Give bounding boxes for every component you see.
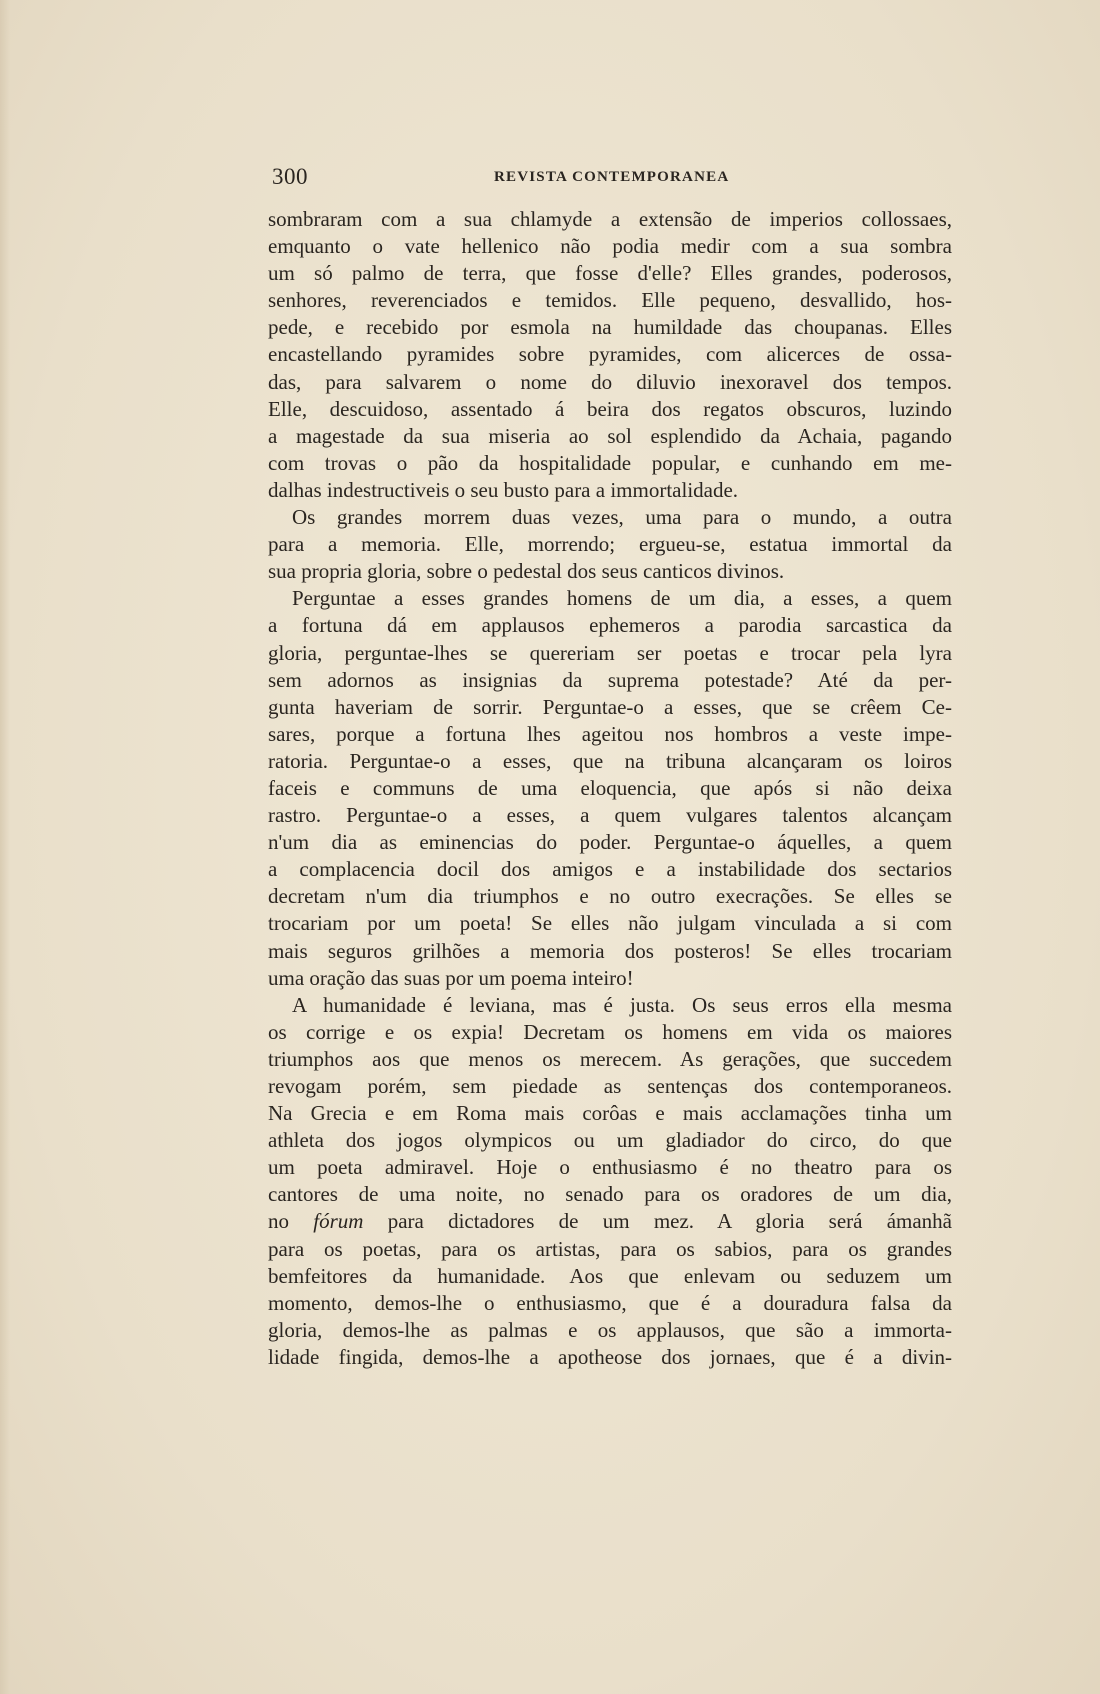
text-line: os corrige e os expia! Decretam os homens em vida os maiores xyxy=(268,1019,952,1044)
text-line: um poeta admiravel. Hoje o enthusiasmo é no theatro para os xyxy=(268,1155,952,1180)
text-line: bemfeitores da humanidade. Aos que enlevam ou seduzem um xyxy=(268,1263,952,1288)
paragraph-end-line: sua propria gloria, sobre o pedestal dos seus canticos divinos. xyxy=(268,559,785,584)
text-line: rastro. Perguntae-o a esses, a quem vulgares talentos alcançam xyxy=(268,803,952,828)
text-line: gloria, perguntae-lhes se quereriam ser poetas e trocar pela lyra xyxy=(268,640,952,665)
text-line: decretam n'um dia triumphos e no outro execrações. Se elles se xyxy=(268,884,952,909)
text-line: trocariam por um poeta! Se elles não julgam vinculada a si com xyxy=(268,911,952,936)
journal-title: REVISTA CONTEMPORANEA xyxy=(494,169,730,185)
text-line: sares, porque a fortuna lhes ageitou nos hombros a veste impe- xyxy=(268,721,952,746)
text-line: para os poetas, para os artistas, para os sabios, para os grandes xyxy=(268,1236,952,1261)
text-line: pede, e recebido por esmola na humildade das choupanas. Elles xyxy=(268,315,952,340)
text-line: senhores, reverenciados e temidos. Elle pequeno, desvallido, hos- xyxy=(268,288,952,313)
text-line: momento, demos-lhe o enthusiasmo, que é a douradura falsa da xyxy=(268,1290,952,1315)
page-number: 300 xyxy=(272,164,308,189)
running-head xyxy=(268,164,948,190)
body-text xyxy=(268,206,952,1371)
text-line: um só palmo de terra, que fosse d'elle? Elles grandes, poderosos, xyxy=(268,261,952,286)
text-line: sombraram com a sua chlamyde a extensão de imperios collossaes, xyxy=(268,207,952,231)
paragraph-end-line: uma oração das suas por um poema inteiro! xyxy=(268,965,634,990)
text-line: emquanto o vate hellenico não podia medir com a sua sombra xyxy=(268,234,952,259)
paragraph-end-line: dalhas indestructiveis o seu busto para a immortalidade. xyxy=(268,477,739,502)
text-line: gloria, demos-lhe as palmas e os applausos, que são a immorta- xyxy=(268,1317,952,1342)
text-line: das, para salvarem o nome do diluvio inexoravel dos tempos. xyxy=(268,369,952,394)
text-line: a magestade da sua miseria ao sol esplendido da Achaia, pagando xyxy=(268,423,952,448)
text-line: Na Grecia e em Roma mais corôas e mais acclamações tinha um xyxy=(268,1101,952,1126)
paragraph-start-line: Perguntae a esses grandes homens de um dia, a esses, a quem xyxy=(292,586,952,611)
text-line: lidade fingida, demos-lhe a apotheose dos jornaes, que é a divin- xyxy=(268,1344,952,1369)
text-line: Elle, descuidoso, assentado á beira dos regatos obscuros, luzindo xyxy=(268,396,952,421)
italic-word: fórum xyxy=(313,1209,364,1234)
text-line: athleta dos jogos olympicos ou um gladiador do circo, do que xyxy=(268,1128,952,1153)
paragraph-start-line: Os grandes morrem duas vezes, uma para o mundo, a outra xyxy=(292,505,952,530)
text-line: gunta haveriam de sorrir. Perguntae-o a esses, que se crêem Ce- xyxy=(268,694,952,719)
text-line: sem adornos as insignias da suprema potestade? Até da per- xyxy=(268,667,952,692)
text-line: n'um dia as eminencias do poder. Perguntae-o áquelles, a quem xyxy=(268,830,952,855)
text-line: para a memoria. Elle, morrendo; ergueu-se, estatua immortal da xyxy=(268,532,952,557)
text-line: triumphos aos que menos os merecem. As gerações, que succedem xyxy=(268,1046,952,1071)
text-line: no fórum para dictadores de um mez. A gloria será ámanhã xyxy=(268,1209,953,1234)
text-line: ratoria. Perguntae-o a esses, que na tribuna alcançaram os loiros xyxy=(268,748,952,773)
page-edge-shadow xyxy=(0,0,10,1694)
text-line: revogam porém, sem piedade as sentenças dos contemporaneos. xyxy=(268,1074,952,1098)
text-line: cantores de uma noite, no senado para os oradores de um dia, xyxy=(268,1182,952,1207)
text-line: a fortuna dá em applausos ephemeros a parodia sarcastica da xyxy=(268,613,952,638)
text-line: a complacencia docil dos amigos e a instabilidade dos sectarios xyxy=(268,857,952,882)
text-line: faceis e communs de uma eloquencia, que após si não deixa xyxy=(268,775,952,800)
paragraph-start-line: A humanidade é leviana, mas é justa. Os seus erros ella mesma xyxy=(292,992,952,1017)
text-line: mais seguros grilhões a memoria dos posteros! Se elles trocariam xyxy=(268,938,952,963)
text-line: encastellando pyramides sobre pyramides, com alicerces de ossa- xyxy=(268,342,952,367)
text-line: com trovas o pão da hospitalidade popular, e cunhando em me- xyxy=(268,450,952,475)
